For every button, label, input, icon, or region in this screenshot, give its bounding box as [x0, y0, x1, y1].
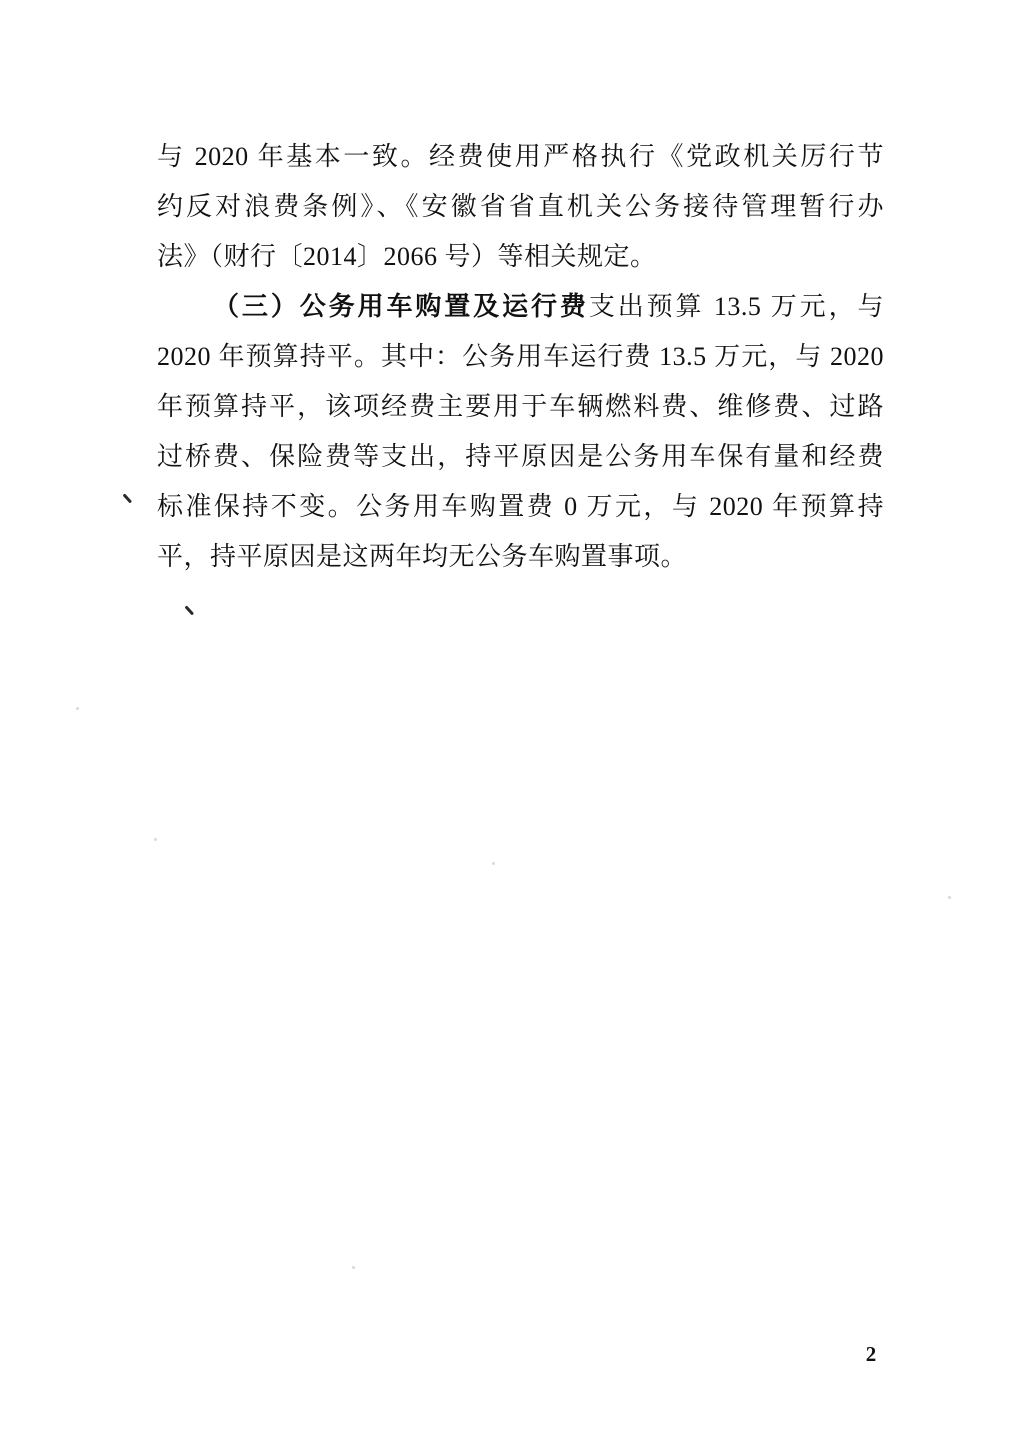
text-line — [157, 482, 884, 532]
body-text-segment: 约反对浪费条例》、《安徽省省直机关公务接待管理暂行办 — [157, 192, 884, 221]
stray-tick-mark — [185, 605, 194, 615]
text-line — [157, 282, 884, 332]
text-line — [157, 232, 884, 282]
body-text-segment: 2020 年预算持平。其中：公务用车运行费 13.5 万元，与 2020 — [157, 342, 884, 371]
body-text-segment: 与 2020 年基本一致。经费使用严格执行《党政机关厉行节 — [157, 142, 884, 171]
body-text-segment: 标准保持不变。公务用车购置费 0 万元，与 2020 年预算持 — [157, 492, 884, 521]
text-line — [157, 332, 884, 382]
body-text-segment: 支出预算 13.5 万元，与 — [588, 292, 884, 321]
page-number: 2 — [865, 1342, 877, 1366]
section-heading-text: （三）公务用车购置及运行费 — [213, 292, 589, 321]
body-text-segment: 过桥费、保险费等支出，持平原因是公务用车保有量和经费 — [157, 442, 884, 471]
scan-noise-speck — [154, 838, 157, 841]
body-text-block — [157, 132, 884, 582]
scan-noise-speck — [352, 1266, 355, 1269]
scan-noise-speck — [948, 896, 951, 899]
scan-noise-speck — [492, 862, 495, 865]
scan-noise-speck — [76, 707, 79, 710]
body-text-segment: 法》（财行〔2014〕2066 号）等相关规定。 — [157, 242, 657, 271]
text-line — [157, 432, 884, 482]
stray-tick-mark — [123, 493, 132, 503]
body-text-segment: 年预算持平，该项经费主要用于车辆燃料费、维修费、过路 — [157, 392, 884, 421]
text-line — [157, 182, 884, 232]
text-line — [157, 382, 884, 432]
body-text-segment: 平，持平原因是这两年均无公务车购置事项。 — [157, 542, 688, 571]
text-line — [157, 532, 884, 582]
text-line — [157, 132, 884, 182]
